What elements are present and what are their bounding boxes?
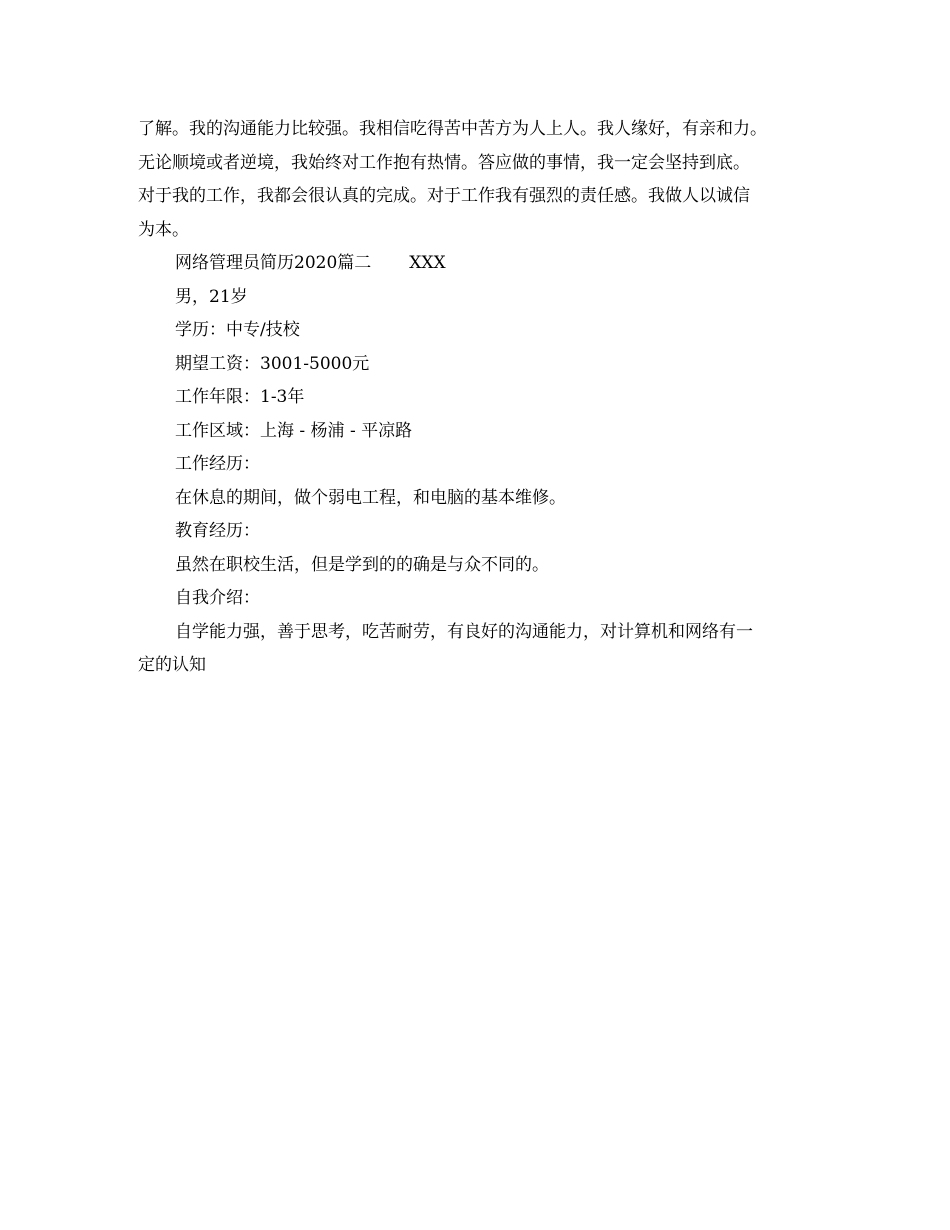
education-experience-heading: 教育经历： (175, 521, 260, 541)
work-experience-text: 在休息的期间，做个弱电工程，和电脑的基本维修。 (175, 487, 566, 508)
document-body (138, 113, 838, 683)
intro-line: 对于我的工作，我都会很认真的完成。对于工作我有强烈的责任感。我做人以诚信 (138, 186, 750, 206)
expected-salary: 期望工资：3001-5000元 (175, 353, 370, 374)
intro-line: 了解。我的沟通能力比较强。我相信吃得苦中苦方为人上人。我人缘好，有亲和力。 (138, 119, 767, 139)
education-level: 学历：中专/技校 (175, 320, 300, 340)
self-intro-line: 自学能力强，善于思考，吃苦耐劳，有良好的沟通能力，对计算机和网络有一 (175, 621, 753, 642)
resume-header (138, 247, 838, 281)
work-experience-heading: 工作经历： (175, 454, 260, 474)
self-intro-line: 定的认知 (138, 655, 206, 675)
intro-line: 为本。 (138, 219, 189, 240)
intro-line: 无论顺境或者逆境，我始终对工作抱有热情。答应做的事情，我一定会坚持到底。 (138, 152, 750, 173)
resume-title: 网络管理员简历2020篇二 (175, 253, 372, 273)
gender-age: 男，21岁 (175, 286, 248, 307)
education-experience-text: 虽然在职校生活，但是学到的的确是与众不同的。 (175, 554, 549, 575)
work-area: 工作区域：上海 - 杨浦 - 平凉路 (175, 420, 413, 441)
resume-name: XXX (409, 253, 446, 273)
self-intro-heading: 自我介绍： (175, 588, 260, 608)
work-years: 工作年限：1-3年 (175, 387, 305, 407)
